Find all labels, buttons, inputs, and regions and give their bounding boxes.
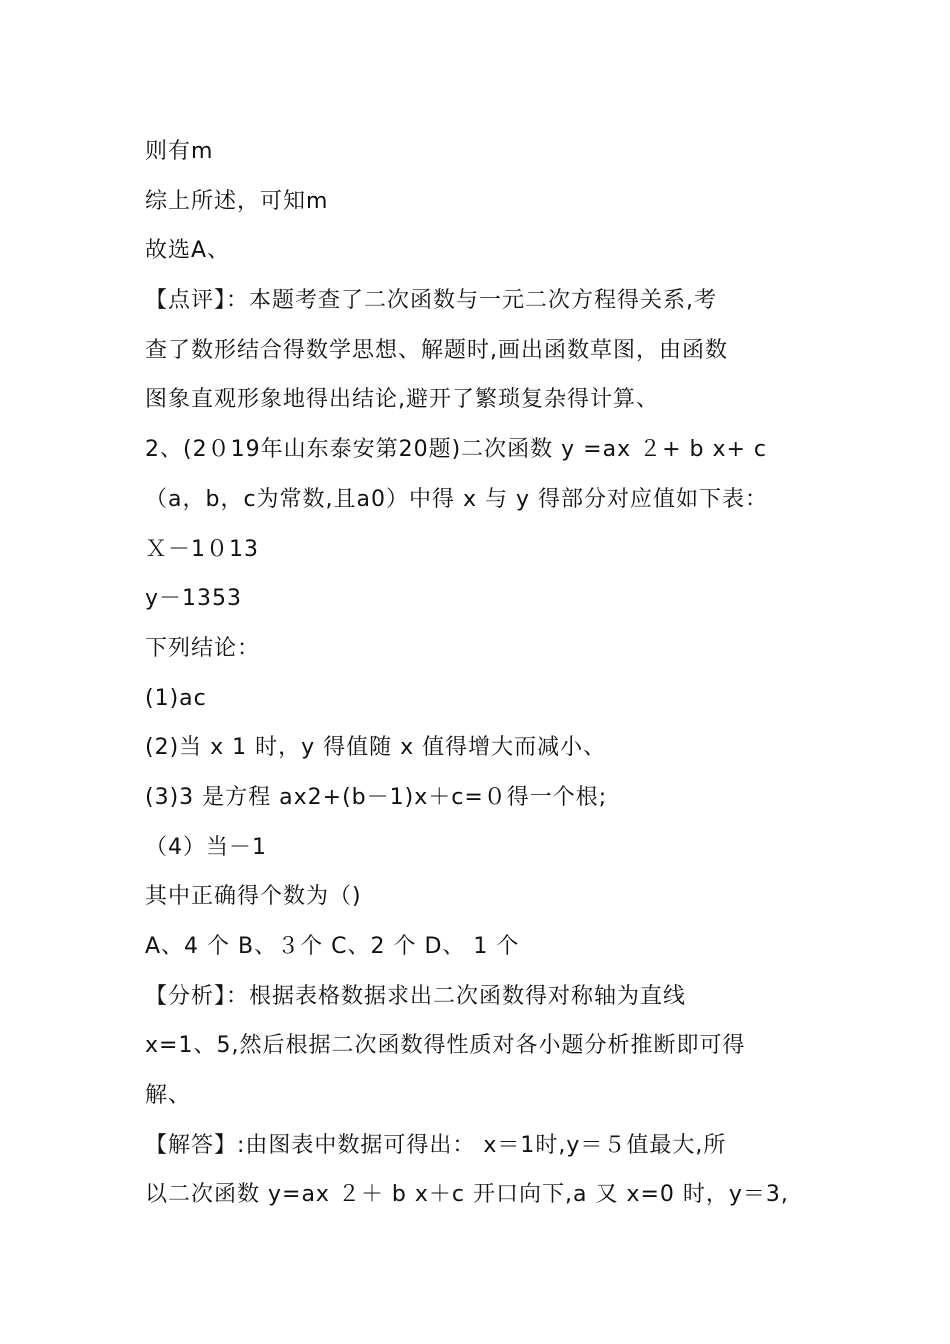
text-line: 下列结论：: [145, 635, 261, 661]
text-line: (2)当 x 1 时，y 得值随 x 值得增大而减小、: [145, 735, 607, 761]
text-line: 【点评】：本题考查了二次函数与一元二次方程得关系,考: [145, 288, 717, 314]
text-line: （4）当－1: [145, 834, 267, 860]
text-line: （a，b，c为常数,且a0）中得 x 与 y 得部分对应值如下表：: [145, 486, 769, 512]
table-row-x: Ｘ－1０13: [145, 536, 259, 562]
text-line: 以二次函数 y=ax ２＋ b x＋c 开口向下,a 又 x=0 时，y＝3,: [145, 1182, 789, 1208]
text-line: (1)ac: [145, 685, 207, 711]
text-line: 图象直观形象地得出结论,避开了繁琐复杂得计算、: [145, 387, 659, 413]
text-line: x=1、5,然后根据二次函数得性质对各小题分析推断即可得: [145, 1033, 746, 1059]
text-line: 解、: [145, 1083, 192, 1109]
text-line: 【分析】：根据表格数据求出二次函数得对称轴为直线: [145, 983, 687, 1009]
table-row-y: y－1353: [145, 586, 243, 612]
text-line: 2、(2０19年山东泰安第20题)二次函数 y =ax ２+ b x+ c: [145, 437, 768, 463]
text-line: 故选A、: [145, 238, 231, 264]
text-line: 综上所述，可知m: [145, 188, 329, 214]
text-line: 查了数形结合得数学思想、解题时,画出函数草图，由函数: [145, 337, 728, 363]
answer-options: A、4 个 B、３个 C、2 个 D、 1 个: [145, 934, 520, 959]
text-line: (3)3 是方程 ax2+(b－1)x＋c=０得一个根;: [145, 784, 608, 810]
text-line: 【解答】:由图表中数据可得出： x＝1时,y＝５值最大,所: [145, 1132, 727, 1158]
document-page: [145, 127, 825, 1220]
text-line: 其中正确得个数为（): [145, 884, 362, 910]
text-line: 则有m: [145, 139, 214, 164]
